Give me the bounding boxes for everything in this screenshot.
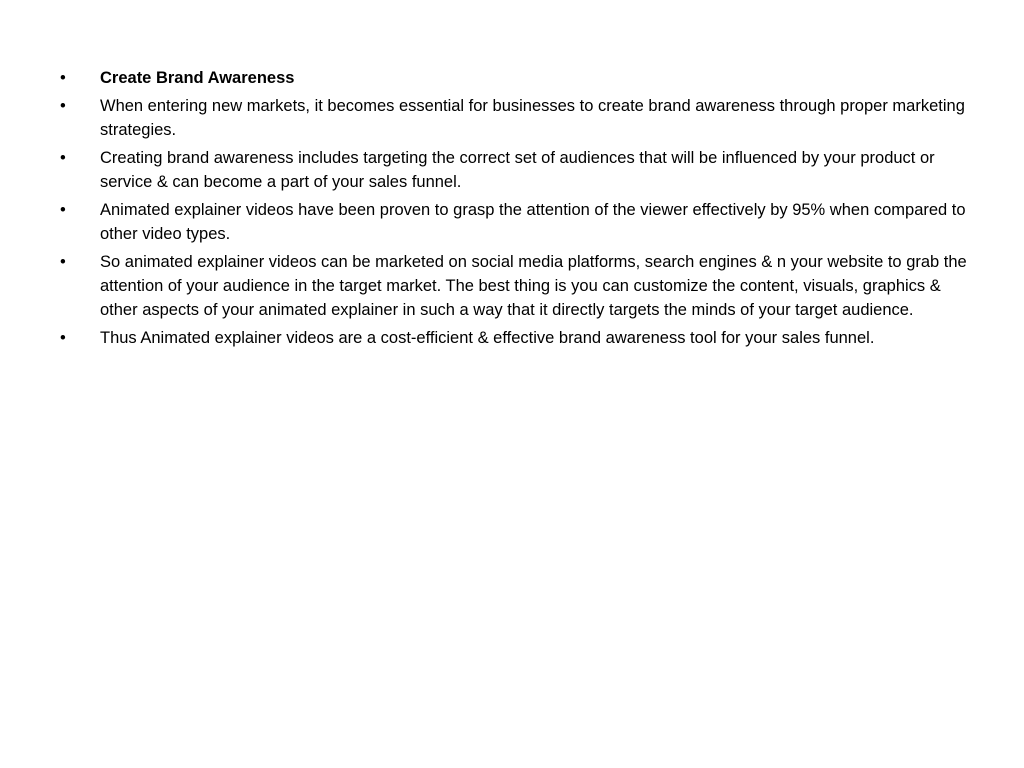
section-heading: Create Brand Awareness	[100, 69, 295, 87]
bullet-dot-icon: •	[60, 69, 66, 87]
bullet-text: So animated explainer videos can be marketed on social media platforms, search engines & n your website to grab the attention of your audience in the target market. The best thing is you can customize the content, visuals, graphics & other aspects of your animated explainer in such a way that it directly targets the minds of your target audience.	[100, 253, 967, 319]
bullet-item	[60, 94, 975, 142]
bullet-list	[60, 66, 975, 354]
bullet-item-heading	[60, 66, 975, 90]
bullet-dot-icon: •	[60, 253, 66, 271]
bullet-text: Creating brand awareness includes targeting the correct set of audiences that will be influenced by your product or service & can become a part of your sales funnel.	[100, 149, 935, 191]
bullet-item	[60, 146, 975, 194]
bullet-text: Animated explainer videos have been proven to grasp the attention of the viewer effectively by 95% when compared to other video types.	[100, 201, 966, 243]
bullet-text: When entering new markets, it becomes essential for businesses to create brand awareness through proper marketing strategies.	[100, 97, 965, 139]
bullet-item	[60, 250, 975, 322]
bullet-item	[60, 326, 975, 350]
bullet-item	[60, 198, 975, 246]
bullet-dot-icon: •	[60, 329, 66, 347]
bullet-dot-icon: •	[60, 97, 66, 115]
bullet-dot-icon: •	[60, 201, 66, 219]
bullet-text: Thus Animated explainer videos are a cost-efficient & effective brand awareness tool for your sales funnel.	[100, 329, 875, 347]
bullet-dot-icon: •	[60, 149, 66, 167]
